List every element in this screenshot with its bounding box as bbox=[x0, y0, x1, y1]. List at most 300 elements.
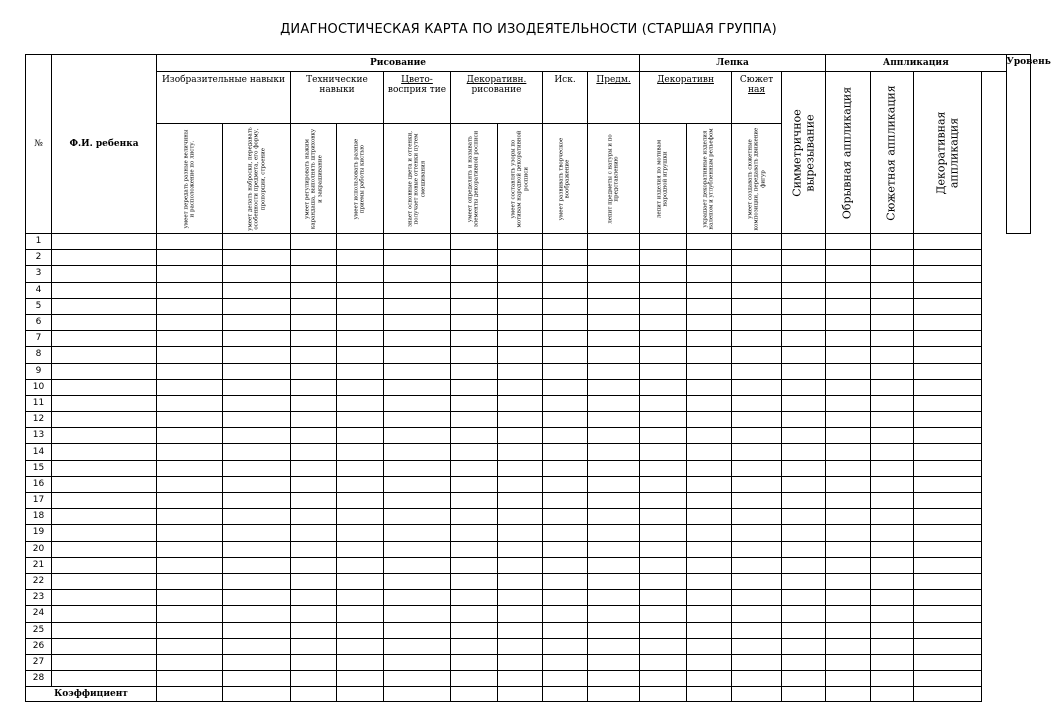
table-cell[interactable] bbox=[914, 298, 982, 314]
table-cell[interactable] bbox=[451, 525, 498, 541]
table-cell[interactable] bbox=[498, 509, 543, 525]
child-name-cell[interactable] bbox=[52, 654, 157, 670]
table-cell[interactable] bbox=[914, 525, 982, 541]
table-cell[interactable] bbox=[871, 444, 914, 460]
table-cell[interactable] bbox=[732, 509, 782, 525]
table-cell[interactable] bbox=[782, 476, 826, 492]
table-cell[interactable] bbox=[914, 234, 982, 250]
table-cell[interactable] bbox=[914, 460, 982, 476]
table-cell[interactable] bbox=[384, 250, 451, 266]
table-cell[interactable] bbox=[782, 444, 826, 460]
table-cell[interactable] bbox=[498, 476, 543, 492]
table-cell[interactable] bbox=[543, 671, 588, 687]
table-cell[interactable] bbox=[826, 412, 871, 428]
table-cell[interactable] bbox=[543, 638, 588, 654]
table-cell[interactable] bbox=[498, 266, 543, 282]
table-cell[interactable] bbox=[782, 331, 826, 347]
table-cell[interactable] bbox=[291, 638, 337, 654]
table-cell[interactable] bbox=[543, 331, 588, 347]
table-cell[interactable] bbox=[687, 460, 732, 476]
table-cell[interactable] bbox=[871, 363, 914, 379]
table-cell[interactable] bbox=[291, 590, 337, 606]
table-cell[interactable] bbox=[223, 266, 291, 282]
table-cell[interactable] bbox=[543, 687, 588, 702]
table-cell[interactable] bbox=[291, 298, 337, 314]
table-cell[interactable] bbox=[826, 654, 871, 670]
table-cell[interactable] bbox=[384, 671, 451, 687]
table-cell[interactable] bbox=[826, 541, 871, 557]
table-cell[interactable] bbox=[826, 557, 871, 573]
table-cell[interactable] bbox=[640, 298, 687, 314]
table-cell[interactable] bbox=[687, 444, 732, 460]
table-cell[interactable] bbox=[223, 331, 291, 347]
table-cell[interactable] bbox=[498, 573, 543, 589]
table-cell[interactable] bbox=[291, 379, 337, 395]
table-cell[interactable] bbox=[732, 590, 782, 606]
table-cell[interactable] bbox=[588, 573, 640, 589]
table-cell[interactable] bbox=[732, 541, 782, 557]
table-cell[interactable] bbox=[451, 363, 498, 379]
table-cell[interactable] bbox=[588, 347, 640, 363]
table-cell[interactable] bbox=[543, 444, 588, 460]
table-cell[interactable] bbox=[914, 314, 982, 330]
child-name-cell[interactable] bbox=[52, 573, 157, 589]
table-cell[interactable] bbox=[543, 234, 588, 250]
child-name-cell[interactable] bbox=[52, 250, 157, 266]
table-cell[interactable] bbox=[223, 573, 291, 589]
table-cell[interactable] bbox=[223, 347, 291, 363]
table-cell[interactable] bbox=[337, 412, 384, 428]
table-cell[interactable] bbox=[871, 428, 914, 444]
table-cell[interactable] bbox=[826, 460, 871, 476]
table-cell[interactable] bbox=[871, 638, 914, 654]
table-cell[interactable] bbox=[451, 509, 498, 525]
table-cell[interactable] bbox=[826, 234, 871, 250]
table-cell[interactable] bbox=[337, 379, 384, 395]
table-cell[interactable] bbox=[223, 476, 291, 492]
table-cell[interactable] bbox=[157, 606, 223, 622]
child-name-cell[interactable] bbox=[52, 314, 157, 330]
table-cell[interactable] bbox=[543, 541, 588, 557]
table-cell[interactable] bbox=[498, 363, 543, 379]
child-name-cell[interactable] bbox=[52, 347, 157, 363]
table-cell[interactable] bbox=[157, 573, 223, 589]
table-cell[interactable] bbox=[223, 557, 291, 573]
table-cell[interactable] bbox=[157, 541, 223, 557]
table-cell[interactable] bbox=[498, 250, 543, 266]
table-cell[interactable] bbox=[291, 654, 337, 670]
table-cell[interactable] bbox=[384, 412, 451, 428]
table-cell[interactable] bbox=[588, 298, 640, 314]
table-cell[interactable] bbox=[914, 412, 982, 428]
table-cell[interactable] bbox=[543, 347, 588, 363]
table-cell[interactable] bbox=[871, 525, 914, 541]
table-cell[interactable] bbox=[498, 654, 543, 670]
table-cell[interactable] bbox=[451, 460, 498, 476]
table-cell[interactable] bbox=[640, 444, 687, 460]
table-cell[interactable] bbox=[782, 525, 826, 541]
table-cell[interactable] bbox=[782, 509, 826, 525]
table-cell[interactable] bbox=[157, 460, 223, 476]
table-cell[interactable] bbox=[588, 314, 640, 330]
table-cell[interactable] bbox=[687, 395, 732, 411]
table-cell[interactable] bbox=[640, 606, 687, 622]
table-cell[interactable] bbox=[826, 363, 871, 379]
table-cell[interactable] bbox=[223, 234, 291, 250]
table-cell[interactable] bbox=[732, 573, 782, 589]
table-cell[interactable] bbox=[543, 363, 588, 379]
table-cell[interactable] bbox=[732, 638, 782, 654]
table-cell[interactable] bbox=[914, 363, 982, 379]
table-cell[interactable] bbox=[498, 606, 543, 622]
table-cell[interactable] bbox=[337, 314, 384, 330]
table-cell[interactable] bbox=[498, 557, 543, 573]
table-cell[interactable] bbox=[914, 379, 982, 395]
table-cell[interactable] bbox=[871, 347, 914, 363]
table-cell[interactable] bbox=[732, 428, 782, 444]
table-cell[interactable] bbox=[914, 331, 982, 347]
table-cell[interactable] bbox=[687, 314, 732, 330]
child-name-cell[interactable] bbox=[52, 590, 157, 606]
table-cell[interactable] bbox=[826, 573, 871, 589]
table-cell[interactable] bbox=[588, 687, 640, 702]
child-name-cell[interactable] bbox=[52, 331, 157, 347]
table-cell[interactable] bbox=[687, 654, 732, 670]
table-cell[interactable] bbox=[871, 493, 914, 509]
table-cell[interactable] bbox=[384, 314, 451, 330]
table-cell[interactable] bbox=[588, 379, 640, 395]
table-cell[interactable] bbox=[914, 250, 982, 266]
table-cell[interactable] bbox=[588, 444, 640, 460]
table-cell[interactable] bbox=[732, 266, 782, 282]
table-cell[interactable] bbox=[640, 379, 687, 395]
table-cell[interactable] bbox=[384, 687, 451, 702]
table-cell[interactable] bbox=[588, 606, 640, 622]
table-cell[interactable] bbox=[588, 671, 640, 687]
child-name-cell[interactable] bbox=[52, 363, 157, 379]
table-cell[interactable] bbox=[640, 622, 687, 638]
table-cell[interactable] bbox=[384, 590, 451, 606]
table-cell[interactable] bbox=[223, 493, 291, 509]
table-cell[interactable] bbox=[384, 460, 451, 476]
table-cell[interactable] bbox=[732, 395, 782, 411]
table-cell[interactable] bbox=[732, 444, 782, 460]
child-name-cell[interactable] bbox=[52, 412, 157, 428]
table-cell[interactable] bbox=[588, 363, 640, 379]
table-cell[interactable] bbox=[337, 363, 384, 379]
table-cell[interactable] bbox=[914, 590, 982, 606]
table-cell[interactable] bbox=[157, 654, 223, 670]
table-cell[interactable] bbox=[223, 363, 291, 379]
table-cell[interactable] bbox=[543, 314, 588, 330]
table-cell[interactable] bbox=[687, 363, 732, 379]
table-cell[interactable] bbox=[782, 282, 826, 298]
table-cell[interactable] bbox=[782, 638, 826, 654]
table-cell[interactable] bbox=[223, 671, 291, 687]
table-cell[interactable] bbox=[782, 428, 826, 444]
table-cell[interactable] bbox=[588, 493, 640, 509]
child-name-cell[interactable] bbox=[52, 444, 157, 460]
table-cell[interactable] bbox=[451, 654, 498, 670]
table-cell[interactable] bbox=[732, 234, 782, 250]
table-cell[interactable] bbox=[223, 444, 291, 460]
table-cell[interactable] bbox=[732, 557, 782, 573]
table-cell[interactable] bbox=[451, 557, 498, 573]
table-cell[interactable] bbox=[157, 428, 223, 444]
table-cell[interactable] bbox=[640, 671, 687, 687]
table-cell[interactable] bbox=[451, 412, 498, 428]
table-cell[interactable] bbox=[384, 557, 451, 573]
table-cell[interactable] bbox=[914, 282, 982, 298]
table-cell[interactable] bbox=[640, 638, 687, 654]
table-cell[interactable] bbox=[640, 557, 687, 573]
table-cell[interactable] bbox=[291, 412, 337, 428]
table-cell[interactable] bbox=[337, 509, 384, 525]
table-cell[interactable] bbox=[157, 234, 223, 250]
table-cell[interactable] bbox=[291, 395, 337, 411]
table-cell[interactable] bbox=[640, 476, 687, 492]
table-cell[interactable] bbox=[498, 444, 543, 460]
table-cell[interactable] bbox=[337, 493, 384, 509]
table-cell[interactable] bbox=[640, 460, 687, 476]
table-cell[interactable] bbox=[826, 687, 871, 702]
table-cell[interactable] bbox=[291, 266, 337, 282]
table-cell[interactable] bbox=[543, 573, 588, 589]
table-cell[interactable] bbox=[543, 654, 588, 670]
table-cell[interactable] bbox=[384, 444, 451, 460]
table-cell[interactable] bbox=[291, 509, 337, 525]
table-cell[interactable] bbox=[732, 460, 782, 476]
table-cell[interactable] bbox=[337, 266, 384, 282]
table-cell[interactable] bbox=[687, 412, 732, 428]
table-cell[interactable] bbox=[543, 509, 588, 525]
table-cell[interactable] bbox=[498, 234, 543, 250]
table-cell[interactable] bbox=[543, 557, 588, 573]
table-cell[interactable] bbox=[451, 638, 498, 654]
table-cell[interactable] bbox=[291, 687, 337, 702]
table-cell[interactable] bbox=[687, 266, 732, 282]
table-cell[interactable] bbox=[826, 282, 871, 298]
table-cell[interactable] bbox=[640, 412, 687, 428]
table-cell[interactable] bbox=[640, 250, 687, 266]
table-cell[interactable] bbox=[223, 541, 291, 557]
table-cell[interactable] bbox=[687, 250, 732, 266]
table-cell[interactable] bbox=[782, 395, 826, 411]
table-cell[interactable] bbox=[337, 606, 384, 622]
table-cell[interactable] bbox=[498, 460, 543, 476]
table-cell[interactable] bbox=[451, 282, 498, 298]
table-cell[interactable] bbox=[687, 493, 732, 509]
table-cell[interactable] bbox=[732, 412, 782, 428]
table-cell[interactable] bbox=[588, 541, 640, 557]
table-cell[interactable] bbox=[384, 525, 451, 541]
table-cell[interactable] bbox=[826, 671, 871, 687]
table-cell[interactable] bbox=[337, 590, 384, 606]
table-cell[interactable] bbox=[871, 250, 914, 266]
table-cell[interactable] bbox=[914, 622, 982, 638]
table-cell[interactable] bbox=[732, 622, 782, 638]
child-name-cell[interactable] bbox=[52, 266, 157, 282]
table-cell[interactable] bbox=[871, 379, 914, 395]
table-cell[interactable] bbox=[782, 298, 826, 314]
table-cell[interactable] bbox=[640, 314, 687, 330]
table-cell[interactable] bbox=[687, 509, 732, 525]
table-cell[interactable] bbox=[782, 347, 826, 363]
table-cell[interactable] bbox=[687, 606, 732, 622]
table-cell[interactable] bbox=[384, 606, 451, 622]
table-cell[interactable] bbox=[498, 282, 543, 298]
child-name-cell[interactable] bbox=[52, 460, 157, 476]
table-cell[interactable] bbox=[337, 687, 384, 702]
table-cell[interactable] bbox=[291, 622, 337, 638]
table-cell[interactable] bbox=[826, 347, 871, 363]
table-cell[interactable] bbox=[451, 347, 498, 363]
table-cell[interactable] bbox=[588, 654, 640, 670]
table-cell[interactable] bbox=[588, 590, 640, 606]
table-cell[interactable] bbox=[384, 541, 451, 557]
table-cell[interactable] bbox=[871, 606, 914, 622]
child-name-cell[interactable] bbox=[52, 557, 157, 573]
table-cell[interactable] bbox=[871, 266, 914, 282]
child-name-cell[interactable] bbox=[52, 234, 157, 250]
table-cell[interactable] bbox=[914, 638, 982, 654]
table-cell[interactable] bbox=[588, 234, 640, 250]
table-cell[interactable] bbox=[291, 606, 337, 622]
table-cell[interactable] bbox=[543, 460, 588, 476]
table-cell[interactable] bbox=[223, 314, 291, 330]
table-cell[interactable] bbox=[223, 622, 291, 638]
table-cell[interactable] bbox=[871, 541, 914, 557]
table-cell[interactable] bbox=[826, 314, 871, 330]
table-cell[interactable] bbox=[687, 282, 732, 298]
table-cell[interactable] bbox=[543, 395, 588, 411]
table-cell[interactable] bbox=[914, 395, 982, 411]
table-cell[interactable] bbox=[826, 622, 871, 638]
table-cell[interactable] bbox=[640, 363, 687, 379]
table-cell[interactable] bbox=[451, 298, 498, 314]
table-cell[interactable] bbox=[588, 266, 640, 282]
table-cell[interactable] bbox=[826, 266, 871, 282]
table-cell[interactable] bbox=[871, 476, 914, 492]
table-cell[interactable] bbox=[157, 412, 223, 428]
table-cell[interactable] bbox=[871, 557, 914, 573]
table-cell[interactable] bbox=[157, 363, 223, 379]
table-cell[interactable] bbox=[337, 347, 384, 363]
table-cell[interactable] bbox=[291, 363, 337, 379]
table-cell[interactable] bbox=[914, 476, 982, 492]
table-cell[interactable] bbox=[157, 331, 223, 347]
table-cell[interactable] bbox=[291, 331, 337, 347]
child-name-cell[interactable] bbox=[52, 379, 157, 395]
table-cell[interactable] bbox=[914, 444, 982, 460]
table-cell[interactable] bbox=[498, 525, 543, 541]
table-cell[interactable] bbox=[157, 525, 223, 541]
table-cell[interactable] bbox=[826, 606, 871, 622]
table-cell[interactable] bbox=[588, 638, 640, 654]
table-cell[interactable] bbox=[826, 250, 871, 266]
table-cell[interactable] bbox=[223, 412, 291, 428]
table-cell[interactable] bbox=[687, 638, 732, 654]
table-cell[interactable] bbox=[337, 331, 384, 347]
table-cell[interactable] bbox=[588, 622, 640, 638]
table-cell[interactable] bbox=[640, 347, 687, 363]
table-cell[interactable] bbox=[451, 266, 498, 282]
table-cell[interactable] bbox=[687, 541, 732, 557]
table-cell[interactable] bbox=[157, 347, 223, 363]
table-cell[interactable] bbox=[826, 638, 871, 654]
table-cell[interactable] bbox=[640, 654, 687, 670]
table-cell[interactable] bbox=[498, 671, 543, 687]
table-cell[interactable] bbox=[826, 444, 871, 460]
table-cell[interactable] bbox=[640, 493, 687, 509]
table-cell[interactable] bbox=[451, 476, 498, 492]
table-cell[interactable] bbox=[782, 671, 826, 687]
table-cell[interactable] bbox=[498, 493, 543, 509]
table-cell[interactable] bbox=[826, 331, 871, 347]
table-cell[interactable] bbox=[451, 590, 498, 606]
table-cell[interactable] bbox=[826, 590, 871, 606]
table-cell[interactable] bbox=[498, 428, 543, 444]
table-cell[interactable] bbox=[223, 638, 291, 654]
table-cell[interactable] bbox=[223, 654, 291, 670]
table-cell[interactable] bbox=[782, 363, 826, 379]
table-cell[interactable] bbox=[732, 282, 782, 298]
table-cell[interactable] bbox=[588, 460, 640, 476]
table-cell[interactable] bbox=[498, 541, 543, 557]
table-cell[interactable] bbox=[223, 590, 291, 606]
table-cell[interactable] bbox=[640, 266, 687, 282]
table-cell[interactable] bbox=[914, 493, 982, 509]
child-name-cell[interactable] bbox=[52, 395, 157, 411]
table-cell[interactable] bbox=[640, 590, 687, 606]
table-cell[interactable] bbox=[782, 687, 826, 702]
table-cell[interactable] bbox=[588, 525, 640, 541]
table-cell[interactable] bbox=[871, 460, 914, 476]
table-cell[interactable] bbox=[384, 266, 451, 282]
table-cell[interactable] bbox=[384, 363, 451, 379]
table-cell[interactable] bbox=[384, 509, 451, 525]
table-cell[interactable] bbox=[498, 622, 543, 638]
table-cell[interactable] bbox=[157, 379, 223, 395]
table-cell[interactable] bbox=[451, 622, 498, 638]
table-cell[interactable] bbox=[337, 428, 384, 444]
table-cell[interactable] bbox=[451, 444, 498, 460]
table-cell[interactable] bbox=[384, 622, 451, 638]
table-cell[interactable] bbox=[223, 379, 291, 395]
table-cell[interactable] bbox=[291, 541, 337, 557]
table-cell[interactable] bbox=[871, 671, 914, 687]
table-cell[interactable] bbox=[157, 250, 223, 266]
table-cell[interactable] bbox=[732, 331, 782, 347]
child-name-cell[interactable] bbox=[52, 525, 157, 541]
child-name-cell[interactable] bbox=[52, 606, 157, 622]
table-cell[interactable] bbox=[914, 573, 982, 589]
table-cell[interactable] bbox=[498, 638, 543, 654]
table-cell[interactable] bbox=[782, 654, 826, 670]
table-cell[interactable] bbox=[223, 687, 291, 702]
table-cell[interactable] bbox=[543, 412, 588, 428]
table-cell[interactable] bbox=[914, 428, 982, 444]
table-cell[interactable] bbox=[588, 428, 640, 444]
table-cell[interactable] bbox=[826, 428, 871, 444]
table-cell[interactable] bbox=[782, 250, 826, 266]
table-cell[interactable] bbox=[871, 573, 914, 589]
table-cell[interactable] bbox=[451, 250, 498, 266]
table-cell[interactable] bbox=[732, 363, 782, 379]
table-cell[interactable] bbox=[914, 347, 982, 363]
table-cell[interactable] bbox=[871, 314, 914, 330]
table-cell[interactable] bbox=[337, 525, 384, 541]
